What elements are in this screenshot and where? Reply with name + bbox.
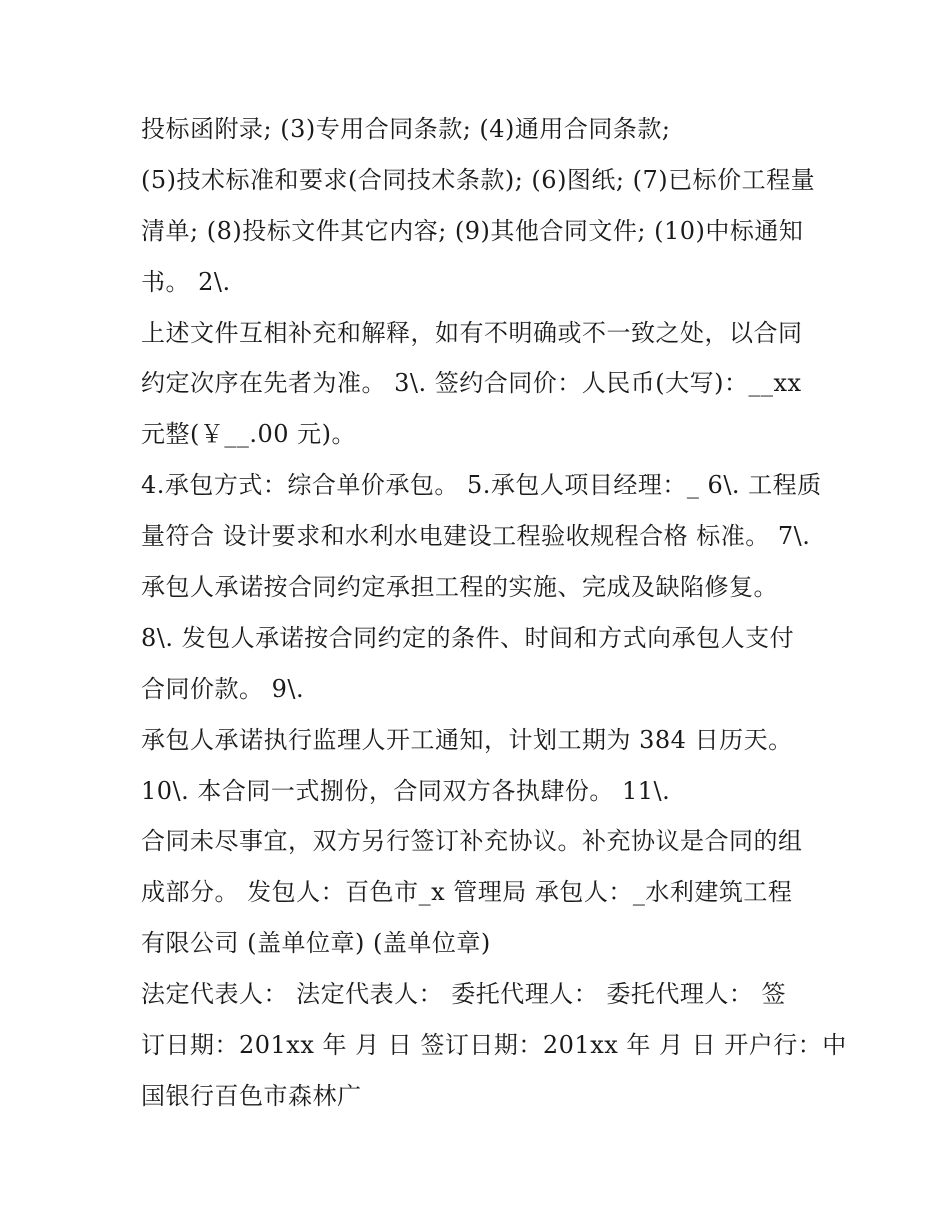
text-line: 成部分。 发包人：百色市_x 管理局 承包人：_水利建筑工程	[141, 878, 793, 907]
text-line: 法定代表人： 法定代表人： 委托代理人： 委托代理人： 签	[141, 980, 787, 1009]
text-line: 合同价款。 9\.	[141, 674, 305, 703]
text-line: 承包人承诺执行监理人开工通知，计划工期为 384 日历天。	[141, 725, 793, 754]
text-line: (5)技术标准和要求(合同技术条款); (6)图纸; (7)已标价工程量	[141, 165, 816, 194]
text-line: 清单; (8)投标文件其它内容; (9)其他合同文件; (10)中标通知	[141, 216, 804, 245]
text-line: 国银行百色市森林广	[141, 1081, 362, 1110]
text-line: 合同未尽事宜，双方另行签订补充协议。补充协议是合同的组	[141, 827, 803, 856]
text-line: 有限公司 (盖单位章) (盖单位章)	[141, 929, 491, 958]
text-line: 量符合 设计要求和水利水电建设工程验收规程合格 标准。 7\.	[141, 522, 811, 551]
text-line: 4.承包方式：综合单价承包。 5.承包人项目经理：_ 6\. 工程质	[141, 471, 822, 500]
text-line: 8\. 发包人承诺按合同约定的条件、时间和方式向承包人支付	[141, 623, 795, 652]
text-line: 承包人承诺按合同约定承担工程的实施、完成及缺陷修复。	[141, 573, 778, 602]
contract-text-body	[141, 108, 847, 1126]
text-line: 书。 2\.	[141, 267, 231, 296]
text-line: 投标函附录; (3)专用合同条款; (4)通用合同条款;	[141, 115, 671, 143]
text-line: 10\. 本合同一式捌份，合同双方各执肆份。 11\.	[141, 776, 671, 805]
text-line: 上述文件互相补充和解释，如有不明确或不一致之处，以合同	[141, 318, 803, 347]
text-line: 约定次序在先者为准。 3\. 签约合同价：人民币(大写)：__xx	[141, 369, 802, 398]
text-line: 订日期：201xx 年 月 日 签订日期：201xx 年 月 日 开户行：中	[141, 1031, 847, 1060]
text-line: 元整(￥__.00 元)。	[141, 420, 357, 449]
